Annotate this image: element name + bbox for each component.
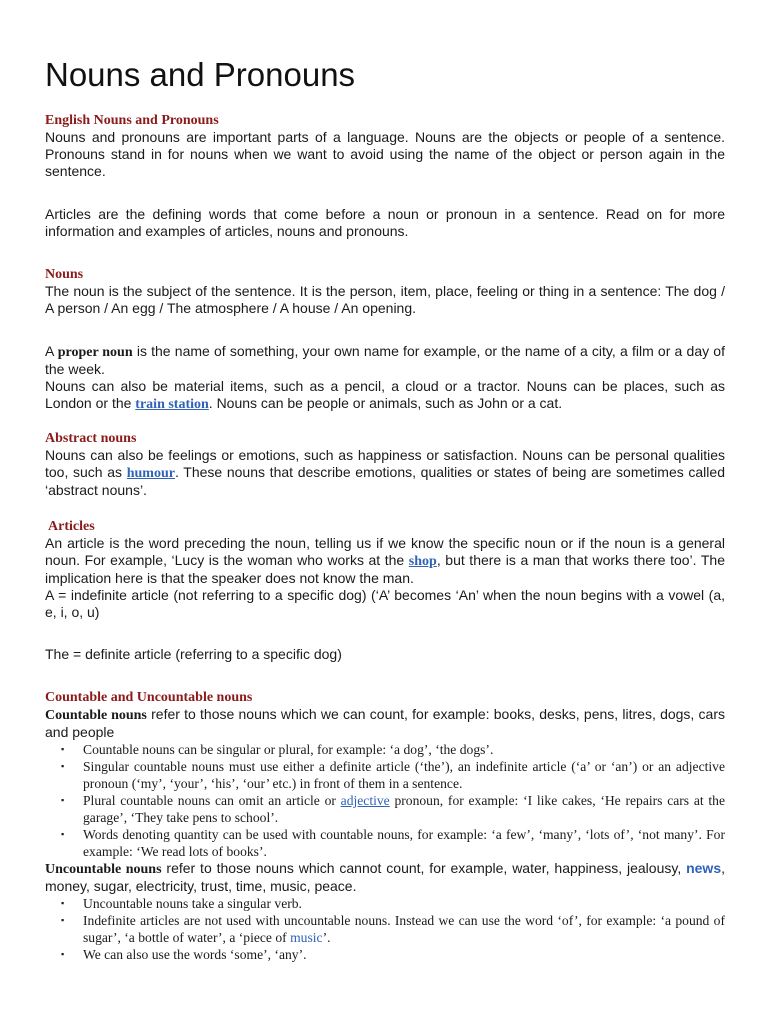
list-item	[45, 758, 725, 792]
text: Singular countable nouns must use either a definite article (‘the’), an indefinite article (‘a’ or ‘an’) or an adjective pronoun (‘my’, ‘your’, ‘his’, ‘our’ etc.) in front of them in a sentence.	[83, 759, 725, 791]
bullet-marker: ▪	[61, 761, 65, 771]
text: We can also use the words ‘some’, ‘any’.	[83, 947, 307, 962]
section-heading: English Nouns and Pronouns	[45, 113, 219, 128]
text: is the name of something, your own name for example, or the name of a city, a film or a day of the week.	[45, 343, 725, 377]
text: Countable nouns can be singular or plural, for example: ‘a dog’, ‘the dogs’.	[83, 742, 494, 757]
bullet-marker: ▪	[61, 898, 65, 908]
paragraph	[45, 447, 725, 499]
paragraph	[45, 706, 725, 741]
paragraph	[45, 535, 725, 587]
paragraph	[45, 860, 725, 895]
link-train-station[interactable]: train station	[135, 397, 209, 412]
section-nouns	[45, 266, 725, 317]
definite-article-block	[45, 646, 725, 663]
text: . Nouns can be people or animals, such as John or a cat.	[208, 395, 563, 411]
text: refer to those nouns which cannot count, for example, water, happiness, jealousy,	[161, 860, 687, 876]
paragraph: Articles are the defining words that come before a noun or pronoun in a sentence. Read on for more information and examples of articles, nouns and pronouns.	[45, 206, 725, 239]
countable-bullet-list	[45, 741, 725, 860]
link-adjective[interactable]: adjective	[340, 793, 390, 808]
text: . These nouns that describe emotions, qualities or states of being are sometimes called ‘abstract nouns’.	[45, 464, 725, 498]
text: ’.	[322, 930, 331, 945]
list-item	[45, 895, 725, 912]
section-heading: Abstract nouns	[45, 431, 137, 446]
section-heading: Countable and Uncountable nouns	[45, 690, 253, 705]
paragraph: A = indefinite article (not referring to a specific dog) (‘A’ becomes ‘An’ when the noun begins with a vowel (a, e, i, o, u)	[45, 587, 725, 620]
text: , money, sugar, electricity, trust, time, music, peace.	[45, 860, 725, 894]
uncountable-bullet-list	[45, 895, 725, 963]
section-countable-uncountable	[45, 689, 725, 963]
bullet-marker: ▪	[61, 915, 65, 925]
text: Plural countable nouns can omit an article or	[83, 793, 341, 808]
bullet-marker: ▪	[61, 949, 65, 959]
link-music[interactable]: music	[290, 930, 323, 945]
text: , but there is a man that works there too’. The implication here is that the speaker does not know the man.	[45, 552, 725, 586]
section-articles	[45, 518, 725, 621]
text: refer to those nouns which we can count, for example: books, desks, pens, litres, dogs, cars and people	[45, 706, 725, 740]
list-item	[45, 741, 725, 758]
proper-noun-term: proper noun	[57, 345, 133, 360]
bullet-marker: ▪	[61, 744, 65, 754]
section-heading: Articles	[48, 519, 95, 534]
section-heading: Nouns	[45, 267, 84, 282]
text: Nouns can also be material items, such as a pencil, a cloud or a tractor. Nouns can be places, such as London or the	[45, 378, 725, 411]
text: pronoun, for example: ‘I like cakes, ‘He repairs cars at the garage’, ‘They take pens to school’.	[83, 793, 725, 825]
page-title: Nouns and Pronouns	[45, 56, 356, 93]
link-humour[interactable]: humour	[126, 466, 175, 481]
link-shop[interactable]: shop	[408, 554, 437, 569]
countable-term: Countable nouns	[45, 708, 147, 723]
text: Words denoting quantity can be used with countable nouns, for example: ‘a few’, ‘many’, ‘lots of’, ‘not many’. For example: ‘We read lots of books’.	[83, 827, 725, 859]
bullet-marker: ▪	[61, 795, 65, 805]
paragraph	[45, 378, 725, 413]
paragraph: The noun is the subject of the sentence. It is the person, item, place, feeling or thing in a sentence: The dog / A person / An egg / The atmosphere / A house / An opening.	[45, 283, 725, 316]
proper-noun-block	[45, 343, 725, 413]
articles-intro-block	[45, 206, 725, 240]
list-item	[45, 946, 725, 963]
paragraph: Nouns and pronouns are important parts of a language. Nouns are the objects or people of a sentence. Pronouns stand in for nouns when we want to avoid using the name of the object or person again in the sentence.	[45, 129, 725, 179]
text: Indefinite articles are not used with uncountable nouns. Instead we can use the word ‘of’, for example: ‘a pound of sugar’, ‘a bottle of water’, a ‘piece of	[83, 913, 725, 945]
section-abstract-nouns	[45, 430, 725, 499]
text: Nouns can also be feelings or emotions, such as happiness or satisfaction. Nouns can be personal qualities too, such as	[45, 447, 725, 480]
text: Uncountable nouns take a singular verb.	[83, 896, 302, 911]
list-item	[45, 826, 725, 860]
paragraph	[45, 343, 725, 378]
text: A	[45, 343, 58, 359]
list-item	[45, 792, 725, 826]
bullet-marker: ▪	[61, 829, 65, 839]
uncountable-term: Uncountable nouns	[45, 862, 162, 877]
list-item	[45, 912, 725, 946]
section-english-nouns	[45, 112, 725, 180]
link-news[interactable]: news	[686, 860, 722, 876]
paragraph: The = definite article (referring to a specific dog)	[45, 646, 342, 662]
text: An article is the word preceding the noun, telling us if we know the specific noun or if the noun is a general noun. For example, ‘Lucy is the woman who works at the	[45, 535, 725, 568]
